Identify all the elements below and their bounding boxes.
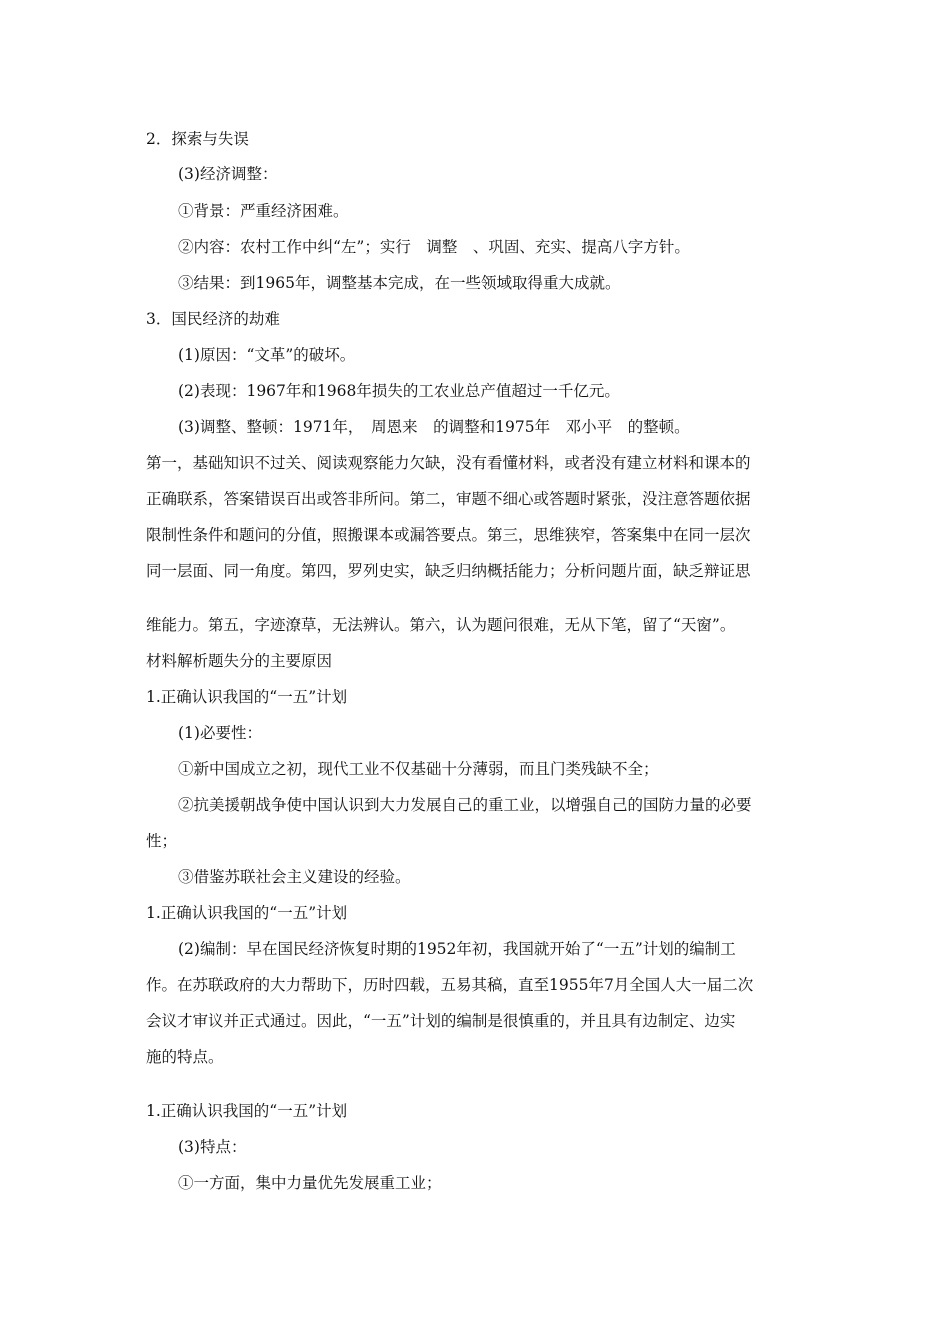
- section-heading-exploration: 2．探索与失误: [146, 130, 249, 148]
- list-item: ①新中国成立之初，现代工业不仅基础十分薄弱，而且门类残缺不全；: [178, 760, 659, 778]
- list-item: ②内容：农村工作中纠“左”；实行 调整 、巩固、充实、提高八字方针。: [178, 238, 690, 256]
- subheading-characteristics: (3)特点：: [178, 1138, 247, 1156]
- list-item: ①背景：严重经济困难。: [178, 202, 349, 220]
- heading-loss-reasons: 材料解析题失分的主要原因: [146, 652, 333, 670]
- subheading-necessity: (1)必要性：: [178, 724, 262, 742]
- list-item: (1)原因：“文革”的破坏。: [178, 346, 356, 364]
- list-item-continuation: 性；: [146, 832, 178, 850]
- paragraph-line: 维能力。第五，字迹潦草，无法辨认。第六，认为题问很难，无从下笔，留了“天窗”。: [146, 616, 736, 634]
- paragraph-line: 会议才审议并正式通过。因此，“一五”计划的编制是很慎重的，并且具有边制定、边实: [146, 1012, 736, 1030]
- subheading-economic-adjustment: (3)经济调整：: [178, 165, 278, 183]
- paragraph-line: 同一层面、同一角度。第四，罗列史实，缺乏归纳概括能力；分析问题片面，缺乏辩证思: [146, 562, 751, 580]
- list-item: ①一方面，集中力量优先发展重工业；: [178, 1174, 442, 1192]
- paragraph-line: (2)编制：早在国民经济恢复时期的1952年初，我国就开始了“一五”计划的编制工: [178, 940, 736, 958]
- heading-five-year-plan: 1.正确认识我国的“一五”计划: [146, 904, 348, 922]
- paragraph-line: 限制性条件和题问的分值，照搬课本或漏答要点。第三，思维狭窄，答案集中在同一层次: [146, 526, 751, 544]
- paragraph-line: 作。在苏联政府的大力帮助下，历时四载，五易其稿，直至1955年7月全国人大一届二次: [146, 976, 754, 994]
- section-heading-economic-disaster: 3．国民经济的劫难: [146, 310, 280, 328]
- heading-five-year-plan: 1.正确认识我国的“一五”计划: [146, 1102, 348, 1120]
- paragraph-line: 第一，基础知识不过关、阅读观察能力欠缺，没有看懂材料，或者没有建立材料和课本的: [146, 454, 751, 472]
- list-item: ③结果：到1965年，调整基本完成，在一些领域取得重大成就。: [178, 274, 621, 292]
- heading-five-year-plan: 1.正确认识我国的“一五”计划: [146, 688, 348, 706]
- list-item: ③借鉴苏联社会主义建设的经验。: [178, 868, 411, 886]
- paragraph-line: 施的特点。: [146, 1048, 224, 1066]
- list-item: (3)调整、整顿：1971年， 周恩来 的调整和1975年 邓小平 的整顿。: [178, 418, 690, 436]
- paragraph-line: 正确联系，答案错误百出或答非所问。第二，审题不细心或答题时紧张，没注意答题依据: [146, 490, 751, 508]
- list-item: (2)表现：1967年和1968年损失的工农业总产值超过一千亿元。: [178, 382, 620, 400]
- list-item: ②抗美援朝战争使中国认识到大力发展自己的重工业，以增强自己的国防力量的必要: [178, 796, 752, 814]
